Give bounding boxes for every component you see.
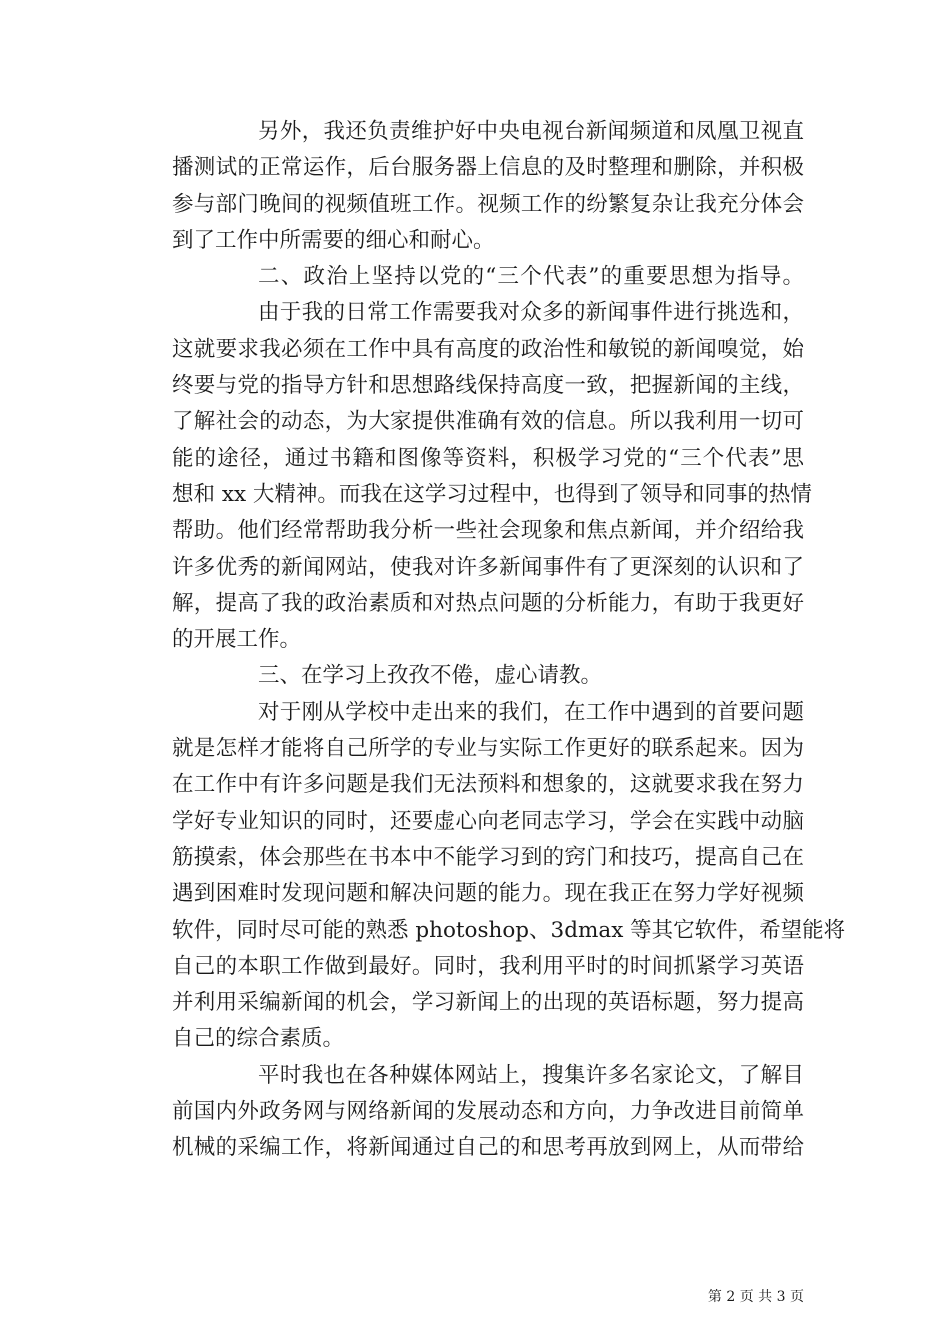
text-line: 软件，同时尽可能的熟悉 photoshop、3dmax 等其它软件，希望能将 [172, 917, 846, 943]
text-line: 在工作中有许多问题是我们无法预料和想象的，这就要求我在努力 [172, 772, 804, 798]
text-line: 解，提高了我的政治素质和对热点问题的分析能力，有助于我更好 [172, 590, 804, 616]
text-line: 的开展工作。 [172, 627, 302, 653]
text-line: 由于我的日常工作需要我对众多的新闻事件进行挑选和， [258, 300, 804, 326]
text-line: 播测试的正常运作，后台服务器上信息的及时整理和删除，并积极 [172, 155, 804, 181]
text-line: 遇到困难时发现问题和解决问题的能力。现在我正在努力学好视频 [172, 881, 804, 907]
text-line: 这就要求我必须在工作中具有高度的政治性和敏锐的新闻嗅觉，始 [172, 336, 804, 362]
text-line: 另外，我还负责维护好中央电视台新闻频道和凤凰卫视直 [258, 119, 804, 144]
text-line: 许多优秀的新闻网站，使我对许多新闻事件有了更深刻的认识和了 [172, 554, 804, 580]
text-line: 三、在学习上孜孜不倦，虚心请教。 [258, 663, 603, 689]
text-line: 自己的综合素质。 [172, 1026, 345, 1052]
text-line: 前国内外政务网与网络新闻的发展动态和方向，力争改进目前简单 [172, 1099, 804, 1125]
text-line: 并利用采编新闻的机会，学习新闻上的出现的英语标题，努力提高 [172, 990, 804, 1016]
text-line: 能的途径，通过书籍和图像等资料，积极学习党的“三个代表”思 [172, 445, 804, 471]
text-line: 学好专业知识的同时，还要虚心向老同志学习，学会在实践中动脑 [172, 808, 804, 834]
text-line: 筋摸索，体会那些在书本中不能学习到的窍门和技巧，提高自己在 [172, 844, 804, 870]
page-number: 第 2 页 共 3 页 [707, 1289, 804, 1305]
text-line: 了解社会的动态，为大家提供准确有效的信息。所以我利用一切可 [172, 409, 804, 435]
text-line: 平时我也在各种媒体网站上，搜集许多名家论文，了解目 [258, 1062, 804, 1088]
text-line: 二、政治上坚持以党的“三个代表”的重要思想为指导。 [258, 264, 804, 290]
text-line: 到了工作中所需要的细心和耐心。 [172, 227, 495, 253]
text-line: 参与部门晚间的视频值班工作。视频工作的纷繁复杂让我充分体会 [172, 191, 804, 217]
document-body [172, 114, 846, 1167]
text-line: 就是怎样才能将自己所学的专业与实际工作更好的联系起来。因为 [172, 736, 804, 762]
text-line: 对于刚从学校中走出来的我们，在工作中遇到的首要问题 [258, 699, 804, 725]
text-line: 机械的采编工作，将新闻通过自己的和思考再放到网上，从而带给 [172, 1135, 804, 1161]
text-line: 想和 xx 大精神。而我在这学习过程中，也得到了领导和同事的热情 [172, 481, 812, 507]
text-line: 自己的本职工作做到最好。同时，我利用平时的时间抓紧学习英语 [172, 953, 804, 979]
text-line: 帮助。他们经常帮助我分析一些社会现象和焦点新闻，并介绍给我 [172, 518, 804, 544]
text-line: 终要与党的指导方针和思想路线保持高度一致，把握新闻的主线， [172, 373, 804, 399]
